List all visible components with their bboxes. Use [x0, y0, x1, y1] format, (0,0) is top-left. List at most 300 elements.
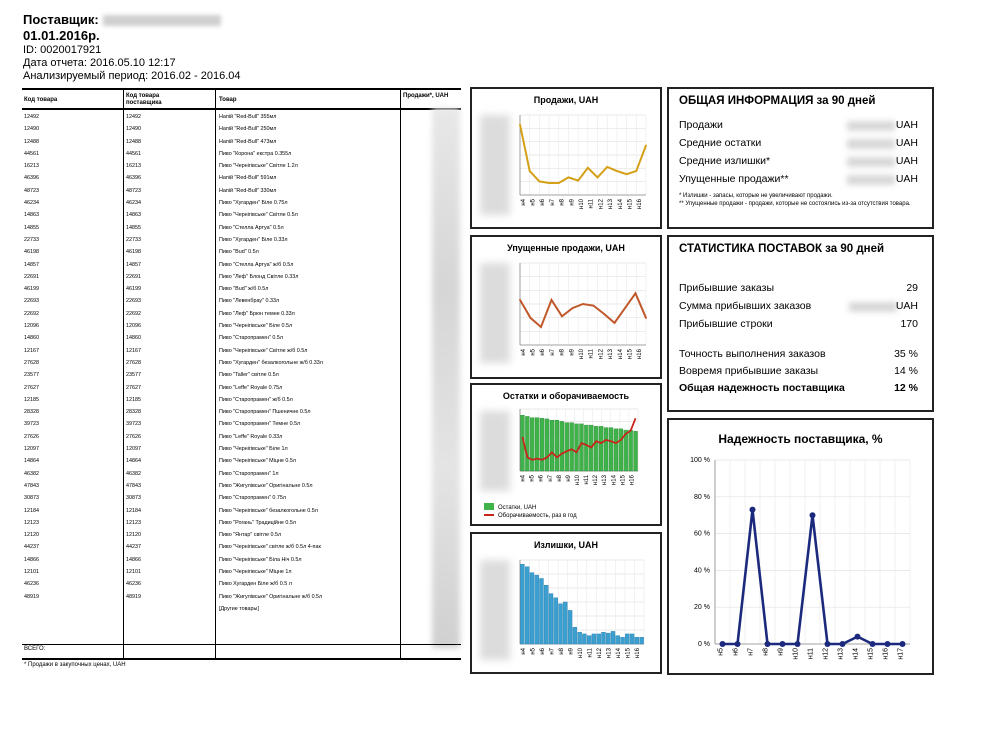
cell-supplier-code: 12123: [126, 519, 141, 526]
stock-bar: [599, 426, 603, 471]
x-tick-label: н12: [598, 199, 605, 209]
cell-product-code: 44237: [24, 544, 39, 551]
data-point: [885, 641, 891, 647]
data-point: [561, 315, 563, 317]
surplus-bar-chart: [472, 534, 664, 676]
cell-product-name: Пиво "Чернігівське" світле ж/б 0.5л 4-пак: [219, 544, 321, 551]
cell-product-name: [Другие товары]: [219, 605, 259, 612]
stock-bar: [550, 420, 554, 471]
stock-bar: [584, 425, 588, 471]
cell-product-code: 22691: [24, 273, 39, 280]
x-tick-label: н9: [777, 648, 785, 656]
x-tick-label: н5: [717, 648, 725, 656]
cell-product-code: 14863: [24, 212, 39, 219]
table-row: [22, 185, 461, 197]
x-tick-label: н6: [538, 475, 545, 482]
stock-bar: [540, 418, 544, 471]
cell-product-name: Пиво "Жигулівське" Оригінальне 0.5л: [219, 482, 313, 489]
cell-supplier-code: 46382: [126, 470, 141, 477]
cell-supplier-code: 12097: [126, 446, 141, 453]
cell-supplier-code: 27627: [126, 384, 141, 391]
table-row: [22, 148, 461, 160]
surplus-bar: [625, 634, 629, 644]
data-point: [624, 307, 626, 309]
data-point: [795, 641, 801, 647]
x-tick-label: н10: [579, 349, 585, 359]
stat-reliability-value: 12 %: [894, 382, 918, 394]
chart-sales: [470, 87, 662, 229]
surplus-bar: [539, 578, 543, 644]
x-tick-label: н7: [549, 199, 556, 206]
cell-product-code: 44561: [24, 150, 39, 157]
table-row: [22, 209, 461, 221]
x-tick-label: н14: [617, 349, 624, 359]
table-row: [22, 455, 461, 467]
data-point: [765, 641, 771, 647]
table-row: [22, 591, 461, 603]
table-row: [22, 394, 461, 406]
col-product: Товар: [219, 97, 237, 103]
cell-supplier-code: 12492: [126, 114, 141, 120]
table-row: [22, 234, 461, 246]
x-tick-label: н15: [620, 475, 627, 485]
data-point: [780, 641, 786, 647]
x-tick-label: н8: [559, 199, 566, 206]
surplus-bar: [530, 573, 534, 644]
x-tick-label: н10: [578, 648, 584, 658]
col-product-code: Код товара: [24, 97, 58, 103]
cell-product-code: 27628: [24, 359, 39, 366]
cell-product-code: 12184: [24, 507, 39, 514]
info-surplus-unit: UAH: [895, 155, 918, 167]
cell-product-name: Пиво "Старопрамен" 1л: [219, 470, 279, 477]
cell-product-name: Пиво "Старопрамен" 0.5л: [219, 335, 284, 342]
table-row: [22, 505, 461, 517]
cell-supplier-code: 12488: [126, 138, 141, 145]
surplus-bar: [568, 610, 572, 644]
stock-bar: [525, 416, 529, 471]
table-row: [22, 172, 461, 184]
data-point: [551, 299, 553, 301]
general-info-box: [667, 87, 934, 229]
surplus-bar: [587, 636, 591, 644]
cell-product-code: 46198: [24, 249, 39, 256]
cell-product-name: Пиво "Рогань" Традиційне 0.5л: [219, 519, 297, 526]
stock-bar: [575, 424, 579, 471]
cell-supplier-code: 12167: [126, 347, 141, 354]
table-row: [22, 111, 461, 123]
cell-supplier-code: 14863: [126, 212, 141, 219]
data-point: [616, 170, 618, 172]
data-point: [519, 299, 521, 301]
stock-bar: [545, 419, 549, 471]
data-point: [870, 641, 876, 647]
note-lost-sales: ** Упущенные продажи - продажи, которые не состоялись из-за отсутствия товара.: [679, 201, 911, 207]
surplus-bar: [630, 634, 634, 644]
report-date-main: 01.01.2016р.: [23, 28, 100, 43]
x-tick-label: н6: [540, 349, 547, 356]
table-row: [22, 541, 461, 553]
cell-product-name: Пиво "Старопрамен" Пшеничне 0.5л: [219, 409, 311, 416]
x-tick-label: н16: [637, 349, 644, 359]
cell-product-code: 14857: [24, 261, 39, 268]
cell-product-name: Пиво "Левенбрау" 0.33л: [219, 298, 280, 305]
x-tick-label: н15: [625, 648, 632, 658]
cell-product-code: 12167: [24, 347, 39, 354]
x-tick-label: н9: [569, 349, 576, 356]
cell-product-code: 47843: [24, 482, 39, 489]
total-label: ВСЕГО:: [24, 646, 46, 652]
table-row: [22, 369, 461, 381]
stock-bar: [609, 428, 613, 471]
chart-lost-sales: [470, 235, 662, 379]
stock-bar: [560, 421, 564, 471]
data-point: [750, 507, 756, 513]
table-row: [22, 308, 461, 320]
data-point: [603, 313, 605, 315]
x-tick-label: н7: [549, 648, 556, 655]
cell-supplier-code: 46199: [126, 286, 141, 293]
x-tick-label: н13: [602, 475, 609, 485]
cell-supplier-code: 12185: [126, 396, 141, 403]
products-table: [22, 88, 461, 668]
table-row: [22, 332, 461, 344]
cell-product-code: 30873: [24, 495, 39, 502]
cell-product-name: Пиво "Чернігівське" Біле 0.5л: [219, 323, 293, 330]
data-point: [593, 305, 595, 307]
x-tick-label: н8: [762, 648, 770, 656]
stat-ontime-label: Вовремя прибывшие заказы: [679, 365, 819, 377]
x-tick-label: н12: [598, 349, 605, 359]
stat-orders-label: Прибывшие заказы: [679, 282, 774, 294]
cell-product-name: Пиво "Жигулівське" Оригінальне ж/б 0.5л: [219, 593, 323, 600]
cell-product-name: Напій "Red-Bull" 330мл: [219, 187, 277, 194]
y-tick-label: 60 %: [694, 530, 710, 538]
cell-product-name: Пиво "Янтар" світле 0.5л: [219, 532, 282, 539]
cell-product-name: Напій "Red-Bull" 591мл: [219, 175, 277, 182]
supplier-id: ID: 0020017921: [23, 44, 102, 56]
table-row: [22, 222, 461, 234]
cell-product-code: 48723: [24, 187, 39, 194]
surplus-bar: [640, 637, 644, 644]
x-tick-label: н7: [547, 475, 554, 482]
cell-product-name: Напій "Red-Bull" 355мл: [219, 114, 277, 120]
cell-product-name: Пиво "Чернігівське" Світле ж/б 0.5л: [219, 347, 308, 354]
y-tick-label: 40 %: [694, 567, 710, 575]
x-tick-label: н14: [852, 648, 860, 660]
x-tick-label: н12: [822, 648, 830, 660]
cell-supplier-code: 12120: [126, 532, 141, 539]
cell-product-code: 16213: [24, 163, 39, 170]
stat-lines-value: 170: [900, 318, 918, 330]
info-stock-unit: UAH: [895, 137, 918, 149]
x-tick-label: н10: [579, 199, 585, 209]
table-row: [22, 468, 461, 480]
y-tick-label: 80 %: [694, 493, 710, 501]
stat-accuracy-label: Точность выполнения заказов: [679, 348, 826, 360]
table-row: [22, 492, 461, 504]
x-tick-label: н4: [520, 199, 527, 206]
x-tick-label: н17: [897, 648, 905, 660]
cell-supplier-code: 44237: [126, 544, 141, 551]
data-point: [568, 177, 570, 179]
cell-supplier-code: 48919: [126, 593, 141, 600]
cell-product-name: Пиво "Leffe" Royale 0.33л: [219, 433, 283, 440]
cell-product-code: 22733: [24, 236, 39, 243]
x-tick-label: н13: [608, 199, 615, 209]
cell-supplier-code: 44561: [126, 150, 141, 157]
x-tick-label: н6: [539, 648, 546, 655]
data-point: [614, 322, 616, 324]
cell-product-name: Пиво "Leffe" Royale 0.75л: [219, 384, 283, 391]
stock-bar: [614, 429, 618, 471]
surplus-bar: [559, 604, 563, 644]
x-tick-label: н4: [520, 349, 527, 356]
data-point: [720, 641, 726, 647]
cell-supplier-code: 30873: [126, 495, 141, 502]
x-tick-label: н11: [588, 349, 595, 359]
stat-sum-unit: UAH: [895, 300, 918, 312]
x-tick-label: н9: [568, 648, 575, 655]
data-point: [529, 170, 531, 172]
analysis-period: Анализируемый период: 2016.02 - 2016.04: [23, 70, 241, 82]
cell-product-code: 14866: [24, 556, 39, 563]
cell-product-name: Пиво "Taller" світле 0.5л: [219, 372, 279, 379]
cell-supplier-code: 16213: [126, 163, 141, 170]
surplus-bar: [635, 637, 639, 644]
surplus-bar: [535, 575, 539, 644]
table-row: [22, 566, 461, 578]
stock-bar: [535, 418, 539, 471]
cell-supplier-code: 23577: [126, 372, 141, 379]
value-redacted: [847, 121, 895, 131]
x-tick-label: н8: [559, 349, 566, 356]
x-tick-label: н8: [558, 648, 565, 655]
stock-bar: [629, 430, 633, 471]
stat-orders-value: 29: [906, 282, 918, 294]
cell-product-name: Пиво "Хугарден" Біле 0.75л: [219, 200, 288, 207]
cell-supplier-code: 12096: [126, 323, 141, 330]
x-tick-label: н6: [732, 648, 740, 656]
table-row: [22, 480, 461, 492]
data-point: [735, 641, 741, 647]
stock-bar: [604, 428, 608, 471]
surplus-bar: [597, 634, 601, 644]
x-tick-label: н11: [588, 199, 595, 209]
stat-ontime-value: 14 %: [894, 365, 918, 377]
surplus-bar: [611, 631, 615, 644]
cell-product-name: Пиво "Стелла Артуа" ж/б 0.5л: [219, 261, 294, 268]
x-tick-label: н11: [807, 648, 815, 660]
stock-bar: [634, 431, 638, 471]
table-row: [22, 357, 461, 369]
cell-supplier-code: 22691: [126, 273, 141, 280]
reliability-line-chart: [669, 420, 936, 677]
cell-product-code: 14864: [24, 458, 39, 465]
cell-product-code: 46234: [24, 200, 39, 207]
data-point: [582, 303, 584, 305]
table-row: [22, 529, 461, 541]
cell-supplier-code: 46236: [126, 581, 141, 588]
table-row: [22, 197, 461, 209]
cell-product-name: Пиво "Хугарден" Біле 0.33л: [219, 236, 288, 243]
cell-supplier-code: 27628: [126, 359, 141, 366]
info-lost-label: Упущенные продажи**: [679, 173, 789, 185]
data-point: [558, 182, 560, 184]
table-body: [22, 111, 461, 615]
cell-product-name: Напій "Red-Bull" 250мл: [219, 126, 277, 133]
surplus-bar: [525, 567, 529, 644]
cell-product-code: 22693: [24, 298, 39, 305]
data-point: [900, 641, 906, 647]
cell-product-name: Пиво "Старопрамен" ж/б 0.5л: [219, 396, 293, 403]
total-line: [22, 644, 461, 645]
info-sales-label: Продажи: [679, 119, 723, 131]
table-row: [22, 320, 461, 332]
surplus-bar: [520, 564, 524, 644]
data-point: [810, 512, 816, 518]
table-row: [22, 443, 461, 455]
x-tick-label: н16: [637, 199, 644, 209]
y-tick-label: 20 %: [694, 604, 710, 612]
info-sales-unit: UAH: [895, 119, 918, 131]
stock-turnover-chart: [472, 385, 664, 528]
x-tick-label: н8: [556, 475, 563, 482]
data-point: [540, 326, 542, 328]
cell-product-name: Пиво "Стелла Артуа" 0.5л: [219, 224, 284, 231]
x-tick-label: н14: [611, 475, 618, 485]
cell-supplier-code: 46198: [126, 249, 141, 256]
x-tick-label: н15: [627, 349, 634, 359]
surplus-bar: [578, 632, 582, 644]
cell-product-name: Пиво "Чернігівське" Біла Ніч 0.5л: [219, 556, 302, 563]
cell-product-code: 46199: [24, 286, 39, 293]
table-row: [22, 406, 461, 418]
cell-product-code: 14860: [24, 335, 39, 342]
cell-product-code: 46236: [24, 581, 39, 588]
stat-reliability-label: Общая надежность поставщика: [679, 382, 845, 394]
cell-product-name: Пиво "Чернігівське" Міцне 0.5л: [219, 458, 297, 465]
legend-swatch-stock: [484, 503, 494, 510]
x-tick-label: н5: [529, 475, 536, 482]
cell-product-code: 28328: [24, 409, 39, 416]
data-point: [530, 317, 532, 319]
value-redacted: [847, 175, 895, 185]
turnover-line: [522, 418, 635, 460]
cell-product-code: 27627: [24, 384, 39, 391]
stock-bar: [570, 423, 574, 471]
surplus-bar: [592, 634, 596, 644]
cell-supplier-code: 39723: [126, 421, 141, 428]
cell-product-name: Пиво "Чернігівське" безалкогольне 0.5л: [219, 507, 318, 514]
sales-line-chart: [472, 89, 664, 231]
cell-product-code: 39723: [24, 421, 39, 428]
x-tick-label: н14: [616, 648, 623, 658]
cell-product-code: 12492: [24, 114, 39, 120]
surplus-bar: [601, 632, 605, 644]
table-row: [22, 431, 461, 443]
surplus-bar: [563, 602, 567, 644]
legend-label-stock: Остатки, UAH: [498, 505, 537, 511]
table-row: [22, 517, 461, 529]
table-row: [22, 295, 461, 307]
cell-product-code: 12097: [24, 446, 39, 453]
x-tick-label: н4: [520, 475, 527, 482]
cell-supplier-code: 12184: [126, 507, 141, 514]
x-tick-label: н10: [792, 648, 800, 660]
x-tick-label: н5: [530, 199, 537, 206]
table-footnote: * Продажи в закупочных ценах, UAH: [24, 662, 126, 668]
cell-product-code: 12101: [24, 568, 39, 575]
data-point: [825, 641, 831, 647]
x-tick-label: н7: [549, 349, 556, 356]
cell-product-code: 12096: [24, 323, 39, 330]
supplier-label: Поставщик:: [23, 12, 99, 27]
series-line: [520, 293, 646, 327]
info-lost-unit: UAH: [895, 173, 918, 185]
x-tick-label: н12: [597, 648, 604, 658]
value-redacted: [847, 157, 895, 167]
data-point: [635, 292, 637, 294]
x-tick-label: н14: [617, 199, 624, 209]
data-point: [548, 182, 550, 184]
x-tick-label: н6: [540, 199, 547, 206]
info-stock-label: Средние остатки: [679, 137, 762, 149]
surplus-bar: [549, 594, 553, 644]
surplus-bar: [573, 627, 577, 644]
lost-sales-line-chart: [472, 237, 664, 381]
reliability-chart-title: Надежность поставщика, %: [718, 432, 883, 446]
surplus-bar: [616, 636, 620, 644]
cell-product-code: 12120: [24, 532, 39, 539]
stock-bar: [555, 420, 559, 471]
x-tick-label: н9: [565, 475, 572, 482]
cell-product-code: 46396: [24, 175, 39, 182]
legend-label-turnover: Оборачиваемость, раз в год: [498, 513, 577, 519]
x-tick-label: н11: [584, 475, 591, 485]
cell-product-name: Пиво "Старопрамен" Темне 0.5л: [219, 421, 301, 428]
cell-product-code: 12488: [24, 138, 39, 145]
report-created-date: Дата отчета: 2016.05.10 12:17: [23, 57, 176, 69]
cell-product-name: Пиво "Bud" 0.5л: [219, 249, 259, 256]
reliability-chart-box: [667, 418, 934, 675]
cell-supplier-code: 46234: [126, 200, 141, 207]
stock-bar: [619, 429, 623, 471]
stock-bar: [565, 423, 569, 471]
info-surplus-label: Средние излишки*: [679, 155, 771, 167]
cell-supplier-code: 48723: [126, 187, 141, 194]
data-point: [572, 307, 574, 309]
cell-product-code: 12123: [24, 519, 39, 526]
cell-supplier-code: 12490: [126, 126, 141, 133]
cell-product-name: Пиво "Леф" Брюн темне 0.33л: [219, 310, 295, 317]
cell-product-code: 12490: [24, 126, 39, 133]
y-tick-label: 100 %: [690, 457, 710, 464]
x-tick-label: н5: [530, 648, 537, 655]
table-row: [22, 283, 461, 295]
table-row: [22, 578, 461, 590]
supplier-line: [23, 12, 463, 27]
data-point: [645, 145, 647, 147]
table-row: [22, 418, 461, 430]
data-point: [635, 170, 637, 172]
data-point: [538, 181, 540, 183]
cell-supplier-code: 22733: [126, 236, 141, 243]
cell-supplier-code: 14866: [126, 556, 141, 563]
data-point: [840, 641, 846, 647]
cell-supplier-code: 22693: [126, 298, 141, 305]
x-tick-label: н13: [608, 349, 615, 359]
